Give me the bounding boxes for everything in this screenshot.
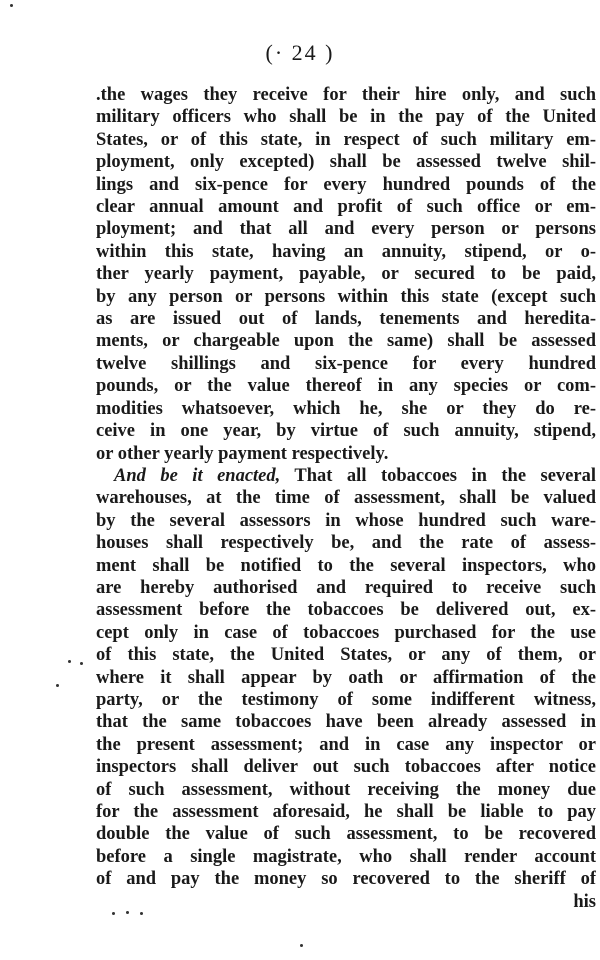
text-line-content: where it shall appear by oath or affirmation of the xyxy=(96,667,596,688)
margin-speck xyxy=(300,944,303,947)
text-line-content: That all tobaccoes in the several xyxy=(280,465,596,486)
text-line xyxy=(96,667,596,689)
text-line xyxy=(96,308,596,330)
text-line xyxy=(96,286,596,308)
text-line xyxy=(96,129,596,151)
text-line-content: ments, or chargeable upon the same) shall be assessed xyxy=(96,331,596,352)
text-line xyxy=(96,84,596,106)
text-line xyxy=(96,510,596,532)
text-line-content: or other yearly payment respectively. xyxy=(96,443,389,464)
text-line-content: assessment before the tobaccoes be delivered out, ex- xyxy=(96,600,596,621)
text-line-content: before a single magistrate, who shall render account xyxy=(96,846,596,867)
text-line xyxy=(96,801,596,823)
page-number: (· 24 ) xyxy=(265,40,335,65)
text-line-content: his xyxy=(573,891,596,912)
text-line-content: States, or of this state, in respect of such military em- xyxy=(96,129,596,150)
text-line xyxy=(96,196,596,218)
text-line xyxy=(96,151,596,173)
margin-speck xyxy=(80,662,83,665)
text-line xyxy=(96,487,596,509)
margin-speck xyxy=(56,684,59,687)
text-line xyxy=(96,465,596,487)
text-line xyxy=(96,174,596,196)
text-line xyxy=(96,689,596,711)
text-line-content: double the value of such assessment, to be recovered xyxy=(96,824,596,845)
text-line xyxy=(96,353,596,375)
margin-speck xyxy=(140,912,143,915)
text-line xyxy=(96,734,596,756)
text-line-content: that the same tobaccoes have been already assessed in xyxy=(96,712,596,733)
text-line xyxy=(96,375,596,397)
text-line-content: modities whatsoever, which he, she or they do re- xyxy=(96,398,596,419)
text-line xyxy=(96,241,596,263)
text-line-content: ployment, only excepted) shall be assessed twelve shil- xyxy=(96,152,596,173)
text-line-content: inspectors shall deliver out such tobaccoes after notice xyxy=(96,757,596,778)
text-line-content: military officers who shall be in the pay of the United xyxy=(96,107,596,128)
text-line-content: warehouses, at the time of assessment, shall be valued xyxy=(96,488,596,509)
text-line-content: houses shall respectively be, and the rate of assess- xyxy=(96,533,596,554)
text-line xyxy=(96,779,596,801)
text-line-content: the present assessment; and in case any inspector or xyxy=(96,734,596,755)
margin-speck xyxy=(68,660,71,663)
text-line-content: are hereby authorised and required to receive such xyxy=(96,577,596,598)
enacting-clause: And be it enacted, xyxy=(114,465,281,486)
text-line-content: for the assessment aforesaid, he shall be liable to pay xyxy=(96,802,596,822)
text-line xyxy=(96,218,596,240)
text-line xyxy=(96,644,596,666)
text-line xyxy=(96,420,596,442)
text-line-content: of such assessment, without receiving the money due xyxy=(96,779,596,800)
text-line xyxy=(96,711,596,733)
text-line-content: ther yearly payment, payable, or secured to be paid, xyxy=(96,264,596,285)
text-line xyxy=(96,330,596,352)
text-line-content: party, or the testimony of some indifferent witness, xyxy=(96,689,596,710)
text-line-content: twelve shillings and six-pence for every hundred xyxy=(96,353,596,374)
text-line-content: pounds, or the value thereof in any species or com- xyxy=(96,376,596,397)
text-line xyxy=(96,263,596,285)
text-line xyxy=(96,868,596,890)
margin-speck xyxy=(10,4,13,7)
text-line-content: ployment; and that all and every person or persons xyxy=(96,219,596,240)
text-line-content: ment shall be notified to the several inspectors, who xyxy=(96,555,596,576)
text-line xyxy=(96,756,596,778)
text-line-content: within this state, having an annuity, stipend, or o- xyxy=(96,241,596,262)
text-line-content: clear annual amount and profit of such office or em- xyxy=(96,197,596,218)
text-line xyxy=(96,846,596,868)
text-line xyxy=(96,555,596,577)
text-line-content: .the wages they receive for their hire only, and such xyxy=(96,85,596,105)
body-text xyxy=(96,84,596,913)
text-line-content: lings and six-pence for every hundred pounds of the xyxy=(96,174,596,195)
text-line-content: by any person or persons within this state (except such xyxy=(96,286,596,307)
text-line-content: cept only in case of tobaccoes purchased for the use xyxy=(96,622,596,643)
margin-speck xyxy=(126,911,129,914)
text-line xyxy=(96,106,596,128)
text-line xyxy=(96,891,596,913)
text-line-content: by the several assessors in whose hundred such ware- xyxy=(96,510,596,531)
text-line xyxy=(96,443,596,465)
text-line-content: of this state, the United States, or any of them, or xyxy=(96,645,596,666)
text-line-content: as are issued out of lands, tenements and heredita- xyxy=(96,309,596,330)
text-line-content: ceive in one year, by virtue of such annuity, stipend, xyxy=(96,421,596,442)
text-line xyxy=(96,622,596,644)
text-line-content: of and pay the money so recovered to the sheriff of xyxy=(96,869,596,890)
text-line xyxy=(96,398,596,420)
text-line xyxy=(96,599,596,621)
text-line xyxy=(96,577,596,599)
text-line xyxy=(96,823,596,845)
text-line xyxy=(96,532,596,554)
margin-speck xyxy=(112,912,115,915)
